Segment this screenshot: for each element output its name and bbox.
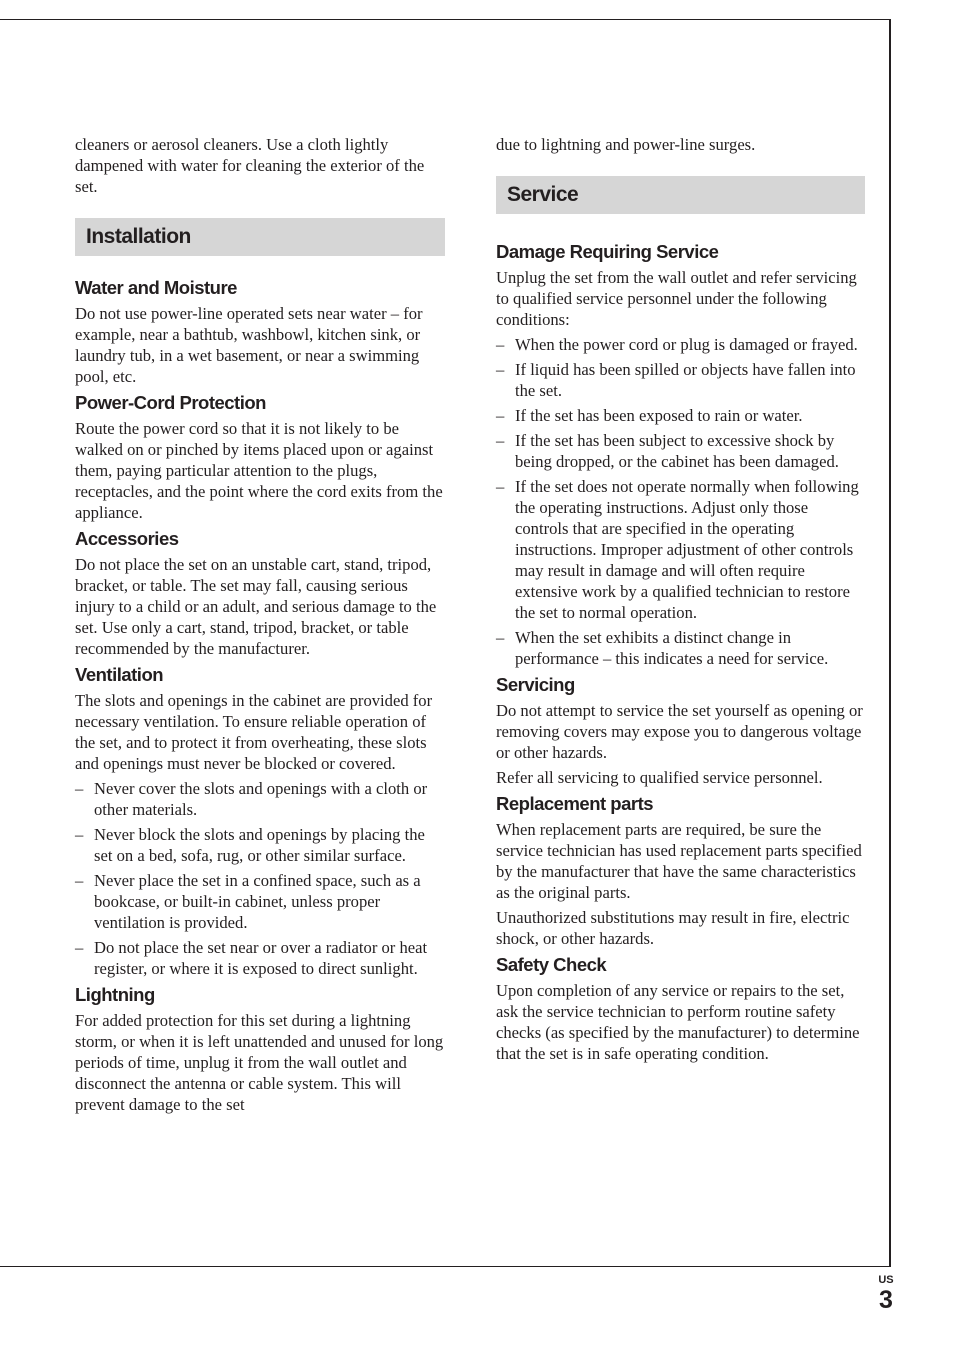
paragraph-water-and-moisture: Do not use power-line operated sets near water – for example, near a bathtub, washbowl, kitchen sink, or laundry tub, in a wet basement, or near a swimming pool, etc. xyxy=(75,304,423,386)
bottom-border-rule xyxy=(0,1266,891,1267)
list-item: – Do not place the set near or over a radiator or heat register, or where it is exposed to direct sunlight. xyxy=(75,937,445,979)
paragraph-accessories: Do not place the set on an unstable cart, stand, tripod, bracket, or table. The set may fall, causing serious injury to a child or an adult, and serious damage to the set. Use only a cart, stand, tripod, bracket, or table recommended by the manufacturer. xyxy=(75,555,437,658)
section-title-installation: Installation xyxy=(75,218,445,256)
ventilation-list xyxy=(75,778,445,979)
list-item: – If the set does not operate normally when following the operating instructions. Adjust only those controls that are specified in the operating instructions. Improper adjustment of other controls may result in damage and will often require extensive work by a qualified technician to restore the set to normal operation. xyxy=(496,476,865,623)
continued-paragraph: cleaners or aerosol cleaners. Use a cloth lightly dampened with water for cleaning the exterior of the set. xyxy=(75,135,425,196)
continued-paragraph: due to lightning and power-line surges. xyxy=(496,135,756,154)
heading-replacement-parts: Replacement parts xyxy=(496,793,654,814)
heading-lightning: Lightning xyxy=(75,984,155,1005)
paragraph-unauthorized-substitutions: Unauthorized substitutions may result in fire, electric shock, or other hazards. xyxy=(496,908,850,948)
list-item: – If the set has been subject to excessive shock by being dropped, or the cabinet has been damaged. xyxy=(496,430,865,472)
damage-conditions-list xyxy=(496,334,865,669)
paragraph-servicing-refer: Refer all servicing to qualified service personnel. xyxy=(496,768,823,787)
list-item: – When the set exhibits a distinct change in performance – this indicates a need for service. xyxy=(496,627,865,669)
heading-accessories: Accessories xyxy=(75,528,179,549)
page-region-code: US xyxy=(878,1274,894,1286)
paragraph-servicing: Do not attempt to service the set yourself as opening or removing covers may expose you to dangerous voltage or other hazards. xyxy=(496,701,863,762)
heading-safety-check: Safety Check xyxy=(496,954,607,975)
heading-power-cord-protection: Power-Cord Protection xyxy=(75,392,266,413)
paragraph-damage-requiring-service: Unplug the set from the wall outlet and refer servicing to qualified service personnel under the following conditions: xyxy=(496,268,857,329)
heading-damage-requiring-service: Damage Requiring Service xyxy=(496,241,719,262)
paragraph-power-cord-protection: Route the power cord so that it is not likely to be walked on or pinched by items placed upon or against them, paying particular attention to the plugs, receptacles, and the point where the cord exits from the appliance. xyxy=(75,419,443,522)
section-title-service: Service xyxy=(496,176,865,214)
paragraph-lightning: For added protection for this set during a lightning storm, or when it is left unattended and unused for long periods of time, unplug it from the wall outlet and disconnect the antenna or cable system. This will prevent damage to the set xyxy=(75,1011,444,1114)
list-item: – Never block the slots and openings by placing the set on a bed, sofa, rug, or other similar surface. xyxy=(75,824,445,866)
heading-servicing: Servicing xyxy=(496,674,575,695)
top-border-rule xyxy=(0,19,891,20)
heading-water-and-moisture: Water and Moisture xyxy=(75,277,237,298)
right-column xyxy=(496,134,865,1068)
list-item: – Never place the set in a confined space, such as a bookcase, or built-in cabinet, unless proper ventilation is provided. xyxy=(75,870,445,933)
page-number: 3 xyxy=(879,1286,893,1314)
list-item: – If the set has been exposed to rain or water. xyxy=(496,405,865,426)
list-item: – When the power cord or plug is damaged or frayed. xyxy=(496,334,865,355)
list-item: – Never cover the slots and openings with a cloth or other materials. xyxy=(75,778,445,820)
paragraph-replacement-parts: When replacement parts are required, be sure the service technician has used replacement parts specified by the manufacturer that have the same characteristics as the original parts. xyxy=(496,820,862,902)
left-column xyxy=(75,134,445,1119)
paragraph-ventilation: The slots and openings in the cabinet are provided for necessary ventilation. To ensure reliable operation of the set, and to protect it from overheating, these slots and openings must never be blocked or covered. xyxy=(75,691,433,773)
right-border-rule xyxy=(889,19,891,1267)
paragraph-safety-check: Upon completion of any service or repairs to the set, ask the service technician to perform routine safety checks (as specified by the manufacturer) to determine that the set is in safe operating condition. xyxy=(496,981,860,1063)
heading-ventilation: Ventilation xyxy=(75,664,164,685)
page-number-marker xyxy=(876,1274,896,1314)
list-item: – If liquid has been spilled or objects have fallen into the set. xyxy=(496,359,865,401)
